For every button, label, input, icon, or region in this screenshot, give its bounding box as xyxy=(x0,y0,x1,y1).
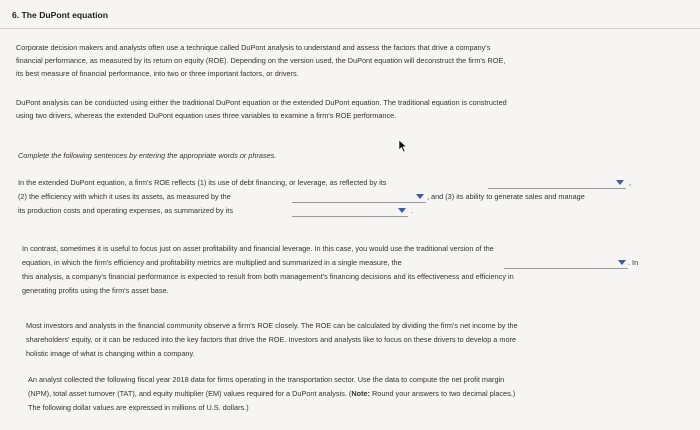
analyst-note-close: ) xyxy=(512,389,516,398)
sentence-1-line-1-end: , xyxy=(629,178,632,187)
sentence-1-line-2-end: , and (3) its ability to generate sales and manage xyxy=(427,192,585,201)
chevron-down-icon xyxy=(398,208,406,214)
investors-line-2: shareholders' equity, or it can be reduced into the key factors that drive the ROE. Investors and analysts like to focus on these drivers to develop a more xyxy=(26,335,517,344)
contrast-line-2-end: . In xyxy=(628,258,639,267)
section-title: 6. The DuPont equation xyxy=(12,10,108,20)
investors-line-3: holistic image of what is changing within a company. xyxy=(26,349,195,358)
analyst-line-2-text: (NPM), total asset turnover (TAT), and equity multiplier (EM) values required for a DuPont analysis. ( xyxy=(28,389,352,398)
intro-p1-line-3: its best measure of financial performance, into two or three important factors, or drivers. xyxy=(16,69,299,78)
contrast-line-3: this analysis, a company's financial performance is expected to result from both management's financing decisions and its effectiveness and efficiency in xyxy=(22,272,514,281)
contrast-line-1: In contrast, sometimes it is useful to focus just on asset profitability and financial leverage. In this case, you would use the traditional version of the xyxy=(22,244,494,253)
analyst-line-1: An analyst collected the following fiscal year 2018 data for firms operating in the transportation sector. Use the data to compute the net profit margin xyxy=(28,375,505,384)
analyst-line-2 xyxy=(28,388,515,400)
sentence-1-line-3: its production costs and operating expenses, as summarized by its xyxy=(18,206,233,215)
profitability-dropdown[interactable] xyxy=(292,206,408,217)
efficiency-dropdown[interactable] xyxy=(292,192,426,203)
chevron-down-icon xyxy=(416,194,424,200)
sentence-1-line-1: In the extended DuPont equation, a firm's ROE reflects (1) its use of debt financing, or leverage, as reflected by its xyxy=(18,178,387,187)
investors-line-1: Most investors and analysts in the financial community observe a firm's ROE closely. The ROE can be calculated by dividing the firm's net income by the xyxy=(26,321,518,330)
chevron-down-icon xyxy=(616,180,624,186)
intro-paragraph-1 xyxy=(16,41,666,80)
contrast-line-4: generating profits using the firm's asset base. xyxy=(22,286,169,295)
intro-p2-line-1: DuPont analysis can be conducted using either the traditional DuPont equation or the extended DuPont equation. The traditional equation is constructed xyxy=(16,98,507,107)
intro-p2-line-2: using two drivers, whereas the extended DuPont equation uses three variables to examine a firm's ROE performance. xyxy=(16,111,397,120)
title-divider xyxy=(0,28,700,29)
mouse-cursor-icon xyxy=(398,139,408,153)
analyst-note-text: Round your answers to two decimal places. xyxy=(370,389,513,398)
chevron-down-icon xyxy=(618,260,626,266)
contrast-line-2: equation, in which the firm's efficiency and profitability metrics are multiplied and summarized in a single measure, the xyxy=(22,258,402,267)
intro-p1-line-2: financial performance, as measured by its return on equity (ROE). Depending on the version used, the DuPont equation will deconstruct the firm's ROE, xyxy=(16,56,506,65)
leverage-dropdown[interactable] xyxy=(488,178,626,189)
analyst-line-3: The following dollar values are expressed in millions of U.S. dollars.) xyxy=(28,403,249,412)
sentence-1-line-2: (2) the efficiency with which it uses its assets, as measured by the xyxy=(18,192,231,201)
exercise-prompt: Complete the following sentences by entering the appropriate words or phrases. xyxy=(18,151,277,160)
intro-p1-line-1: Corporate decision makers and analysts often use a technique called DuPont analysis to understand and assess the factors that drive a company's xyxy=(16,43,491,52)
intro-paragraph-2 xyxy=(16,96,666,122)
sentence-1-line-3-end: . xyxy=(411,206,414,215)
analyst-note-label: Note: xyxy=(351,389,370,398)
traditional-measure-dropdown[interactable] xyxy=(504,258,628,269)
